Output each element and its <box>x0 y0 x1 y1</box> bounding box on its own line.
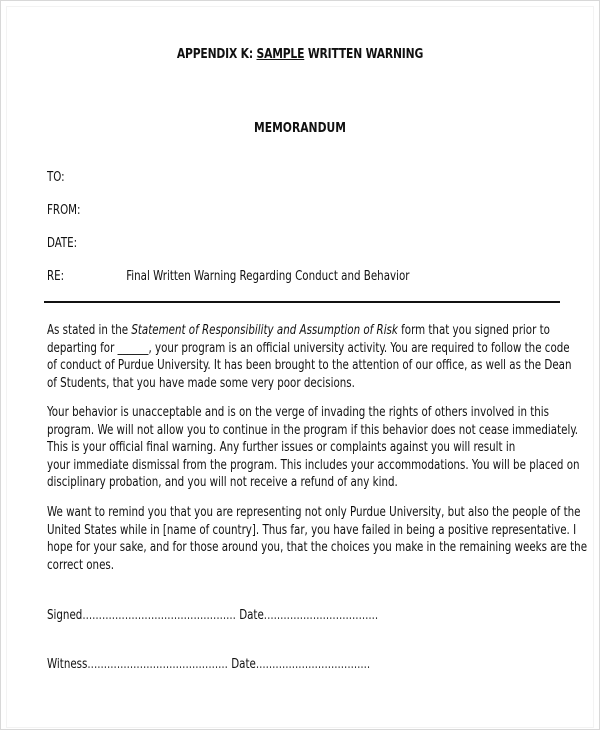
header-value: Final Written Warning Regarding Conduct and Behavior <box>126 269 410 284</box>
italic-form-name: Statement of Responsibility and Assumption of Risk <box>131 323 398 338</box>
paragraph-line: program. We will not allow you to continue in the program if this behavior does not cease immediately. <box>47 422 579 438</box>
horizontal-rule <box>44 301 560 303</box>
header-to <box>47 170 65 185</box>
date-dots[interactable]: ................................... <box>263 608 379 623</box>
paragraph-line: your immediate dismissal from the program. This includes your accommodations. You will be placed on <box>47 457 580 473</box>
header-label: RE: <box>47 269 65 284</box>
paragraph-2 <box>47 404 580 492</box>
memo-heading: MEMORANDUM <box>254 121 346 136</box>
paragraph-line: of Students, that you have made some very poor decisions. <box>47 375 355 391</box>
paragraph-line: This is your official final warning. Any further issues or complaints against you will result in <box>47 440 516 455</box>
date-label: Date <box>231 657 256 672</box>
text-run: As stated in the <box>47 323 132 338</box>
signature-dots[interactable]: ............................................... <box>82 608 236 623</box>
paragraph-line: Your behavior is unacceptable and is on the verge of invading the rights of others involved in this <box>47 405 550 420</box>
title-underlined: SAMPLE <box>256 47 305 62</box>
header-label: FROM: <box>47 203 81 218</box>
paragraph-line: We want to remind you that you are representing not only Purdue University, but also the people of the <box>47 505 581 520</box>
title-suffix: WRITTEN WARNING <box>304 47 424 62</box>
paragraph-1 <box>47 322 572 392</box>
date-label: Date <box>239 608 264 623</box>
signature-dots[interactable]: ........................................... <box>87 657 228 672</box>
signed-label: Signed <box>47 608 83 623</box>
signed-line[interactable] <box>47 608 378 623</box>
document-title <box>24 47 576 62</box>
paragraph-line: correct ones. <box>47 557 115 573</box>
witness-line[interactable] <box>47 657 370 672</box>
paragraph-3 <box>47 504 588 574</box>
paragraph-line: departing for ______, your program is an official university activity. You are required to follow the code <box>47 340 570 356</box>
date-dots[interactable]: ................................... <box>255 657 371 672</box>
text-run: form that you signed prior to <box>397 323 550 338</box>
paragraph-line: United States while in [name of country]. Thus far, you have failed in being a positive representative. I <box>47 522 577 538</box>
title-prefix: APPENDIX K: <box>176 47 257 62</box>
witness-label: Witness <box>47 657 88 672</box>
paragraph-line: disciplinary probation, and you will not receive a refund of any kind. <box>47 475 398 490</box>
paragraph-line: of conduct of Purdue University. It has been brought to the attention of our office, as well as the Dean <box>47 358 572 373</box>
header-from <box>47 203 81 218</box>
header-label: DATE: <box>47 236 78 251</box>
header-date <box>47 236 77 251</box>
paragraph-line <box>47 322 557 340</box>
header-label: TO: <box>47 170 65 185</box>
paragraph-line: hope for your sake, and for those around you, that the choices you make in the remaining weeks are the <box>47 540 588 555</box>
header-re <box>47 269 410 284</box>
